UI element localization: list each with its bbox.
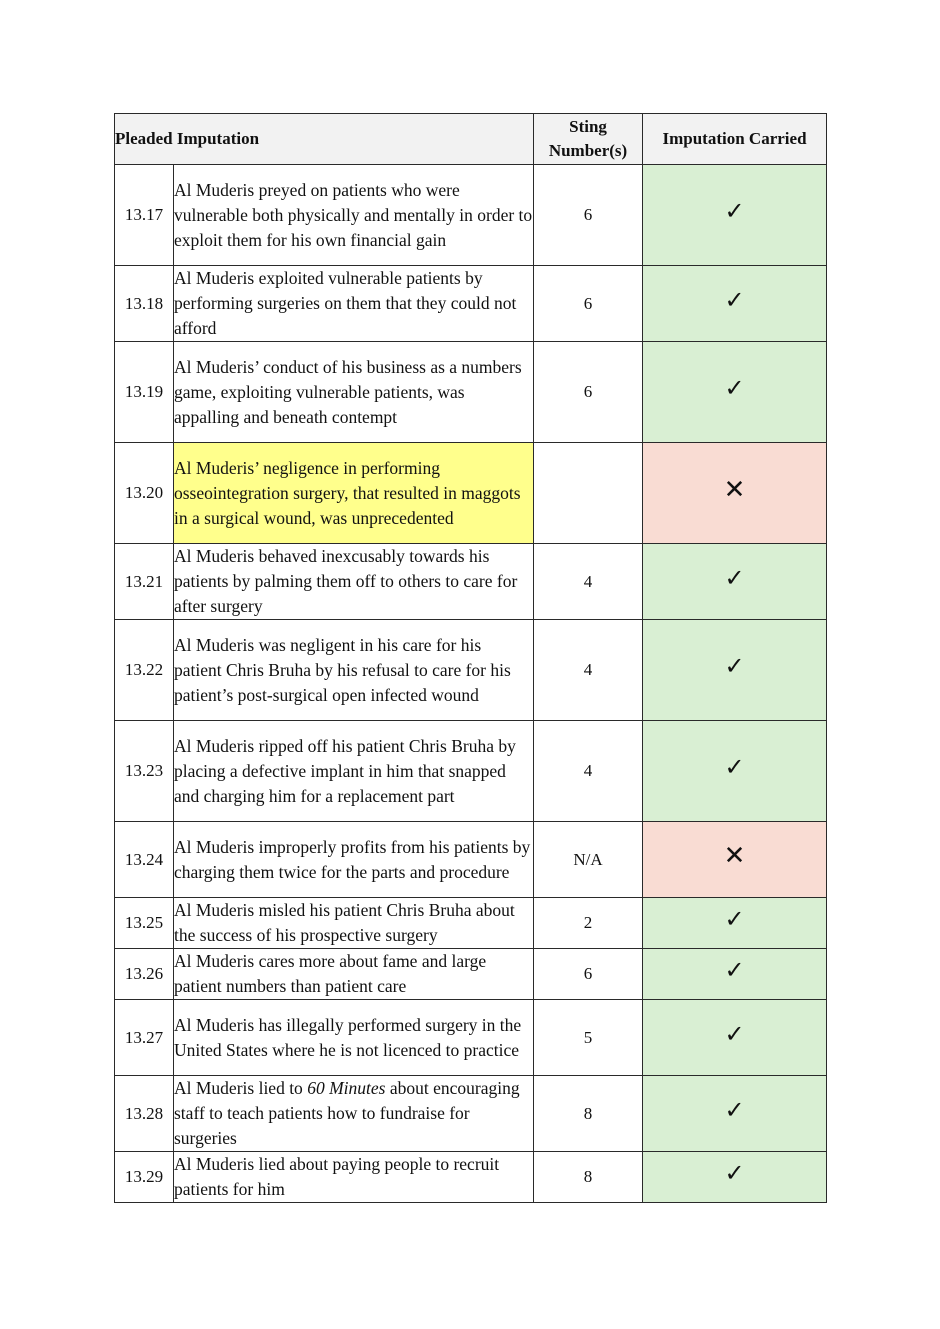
imputation-text: Al Muderis exploited vulnerable patients by performing surgeries on them that they could not afford bbox=[174, 266, 534, 342]
sting-number: 8 bbox=[534, 1076, 643, 1152]
check-icon: ✓ bbox=[724, 376, 745, 402]
carried-cell bbox=[643, 620, 827, 721]
imputation-number: 13.19 bbox=[115, 342, 174, 443]
carried-cell bbox=[643, 266, 827, 342]
check-icon: ✓ bbox=[724, 199, 745, 225]
imputation-number: 13.25 bbox=[115, 898, 174, 949]
imputation-text: Al Muderis preyed on patients who were vulnerable both physically and mentally in order to exploit them for his own financial gain bbox=[174, 165, 534, 266]
carried-cell bbox=[643, 898, 827, 949]
carried-cell bbox=[643, 165, 827, 266]
imputation-text: Al Muderis has illegally performed surgery in the United States where he is not licenced to practice bbox=[174, 1000, 534, 1076]
imputation-text-part: about encouraging staff to teach patients how to fundraise for surgeries bbox=[174, 1078, 520, 1148]
table-row bbox=[115, 822, 827, 898]
header-sting-line1: Sting bbox=[569, 117, 607, 136]
imputation-number: 13.20 bbox=[115, 443, 174, 544]
table-row bbox=[115, 949, 827, 1000]
table-row bbox=[115, 898, 827, 949]
sting-number: 4 bbox=[534, 721, 643, 822]
table-row bbox=[115, 342, 827, 443]
sting-number: 8 bbox=[534, 1152, 643, 1203]
carried-cell bbox=[643, 949, 827, 1000]
carried-cell bbox=[643, 1076, 827, 1152]
imputation-number: 13.18 bbox=[115, 266, 174, 342]
imputation-text: Al Muderis ripped off his patient Chris Bruha by placing a defective implant in him that snapped and charging him for a replacement part bbox=[174, 721, 534, 822]
table-row bbox=[115, 1000, 827, 1076]
imputation-text: Al Muderis lied about paying people to recruit patients for him bbox=[174, 1152, 534, 1203]
check-icon: ✓ bbox=[724, 1021, 745, 1048]
header-sting-numbers bbox=[534, 114, 643, 165]
sting-number: 6 bbox=[534, 949, 643, 1000]
sting-number: 5 bbox=[534, 1000, 643, 1076]
imputation-number: 13.17 bbox=[115, 165, 174, 266]
sting-number: N/A bbox=[534, 822, 643, 898]
check-icon: ✓ bbox=[724, 958, 745, 984]
sting-number: 4 bbox=[534, 544, 643, 620]
check-icon: ✓ bbox=[724, 1161, 745, 1187]
header-pleaded-imputation: Pleaded Imputation bbox=[115, 114, 534, 165]
sting-number: 6 bbox=[534, 266, 643, 342]
check-icon: ✓ bbox=[724, 565, 745, 592]
carried-cell bbox=[643, 822, 827, 898]
check-icon: ✓ bbox=[724, 907, 745, 933]
imputation-text: Al Muderis behaved inexcusably towards his patients by palming them off to others to care for after surgery bbox=[174, 544, 534, 620]
imputation-text bbox=[174, 1076, 534, 1152]
table-row bbox=[115, 721, 827, 822]
sting-number bbox=[534, 443, 643, 544]
imputation-text: Al Muderis’ conduct of his business as a numbers game, exploiting vulnerable patients, was appalling and beneath contempt bbox=[174, 342, 534, 443]
sting-number: 6 bbox=[534, 342, 643, 443]
carried-cell bbox=[643, 342, 827, 443]
imputation-text-part: Al Muderis lied to bbox=[174, 1078, 308, 1098]
check-icon: ✓ bbox=[724, 755, 745, 781]
table-row bbox=[115, 620, 827, 721]
cross-icon: ✕ bbox=[723, 474, 746, 504]
imputation-text-highlighted: Al Muderis’ negligence in performing osseointegration surgery, that resulted in maggots in a surgical wound, was unprecedented bbox=[174, 443, 534, 544]
sting-number: 2 bbox=[534, 898, 643, 949]
imputation-number: 13.26 bbox=[115, 949, 174, 1000]
table-header-row bbox=[115, 114, 827, 165]
header-imputation-carried: Imputation Carried bbox=[643, 114, 827, 165]
imputations-table bbox=[114, 113, 827, 1203]
check-icon: ✓ bbox=[724, 287, 745, 314]
table-row bbox=[115, 544, 827, 620]
cross-icon: ✕ bbox=[723, 841, 746, 870]
table-row bbox=[115, 443, 827, 544]
table-row bbox=[115, 1076, 827, 1152]
sting-number: 4 bbox=[534, 620, 643, 721]
imputation-text: Al Muderis misled his patient Chris Bruha about the success of his prospective surgery bbox=[174, 898, 534, 949]
imputation-text: Al Muderis cares more about fame and large patient numbers than patient care bbox=[174, 949, 534, 1000]
sting-number: 6 bbox=[534, 165, 643, 266]
imputation-number: 13.22 bbox=[115, 620, 174, 721]
table-row bbox=[115, 266, 827, 342]
header-sting-line2: Number(s) bbox=[548, 141, 628, 160]
imputation-number: 13.28 bbox=[115, 1076, 174, 1152]
imputation-text: Al Muderis was negligent in his care for his patient Chris Bruha by his refusal to care for his patient’s post-surgical open infected wound bbox=[174, 620, 534, 721]
carried-cell bbox=[643, 1000, 827, 1076]
table-row bbox=[115, 1152, 827, 1203]
carried-cell bbox=[643, 544, 827, 620]
imputation-number: 13.23 bbox=[115, 721, 174, 822]
check-icon: ✓ bbox=[724, 1097, 745, 1124]
carried-cell bbox=[643, 721, 827, 822]
table-row bbox=[115, 165, 827, 266]
program-title: 60 Minutes bbox=[307, 1078, 386, 1098]
imputation-number: 13.27 bbox=[115, 1000, 174, 1076]
imputation-number: 13.29 bbox=[115, 1152, 174, 1203]
check-icon: ✓ bbox=[724, 654, 745, 680]
carried-cell bbox=[643, 443, 827, 544]
imputation-number: 13.21 bbox=[115, 544, 174, 620]
carried-cell bbox=[643, 1152, 827, 1203]
imputation-number: 13.24 bbox=[115, 822, 174, 898]
imputation-text: Al Muderis improperly profits from his patients by charging them twice for the parts and procedure bbox=[174, 822, 534, 898]
